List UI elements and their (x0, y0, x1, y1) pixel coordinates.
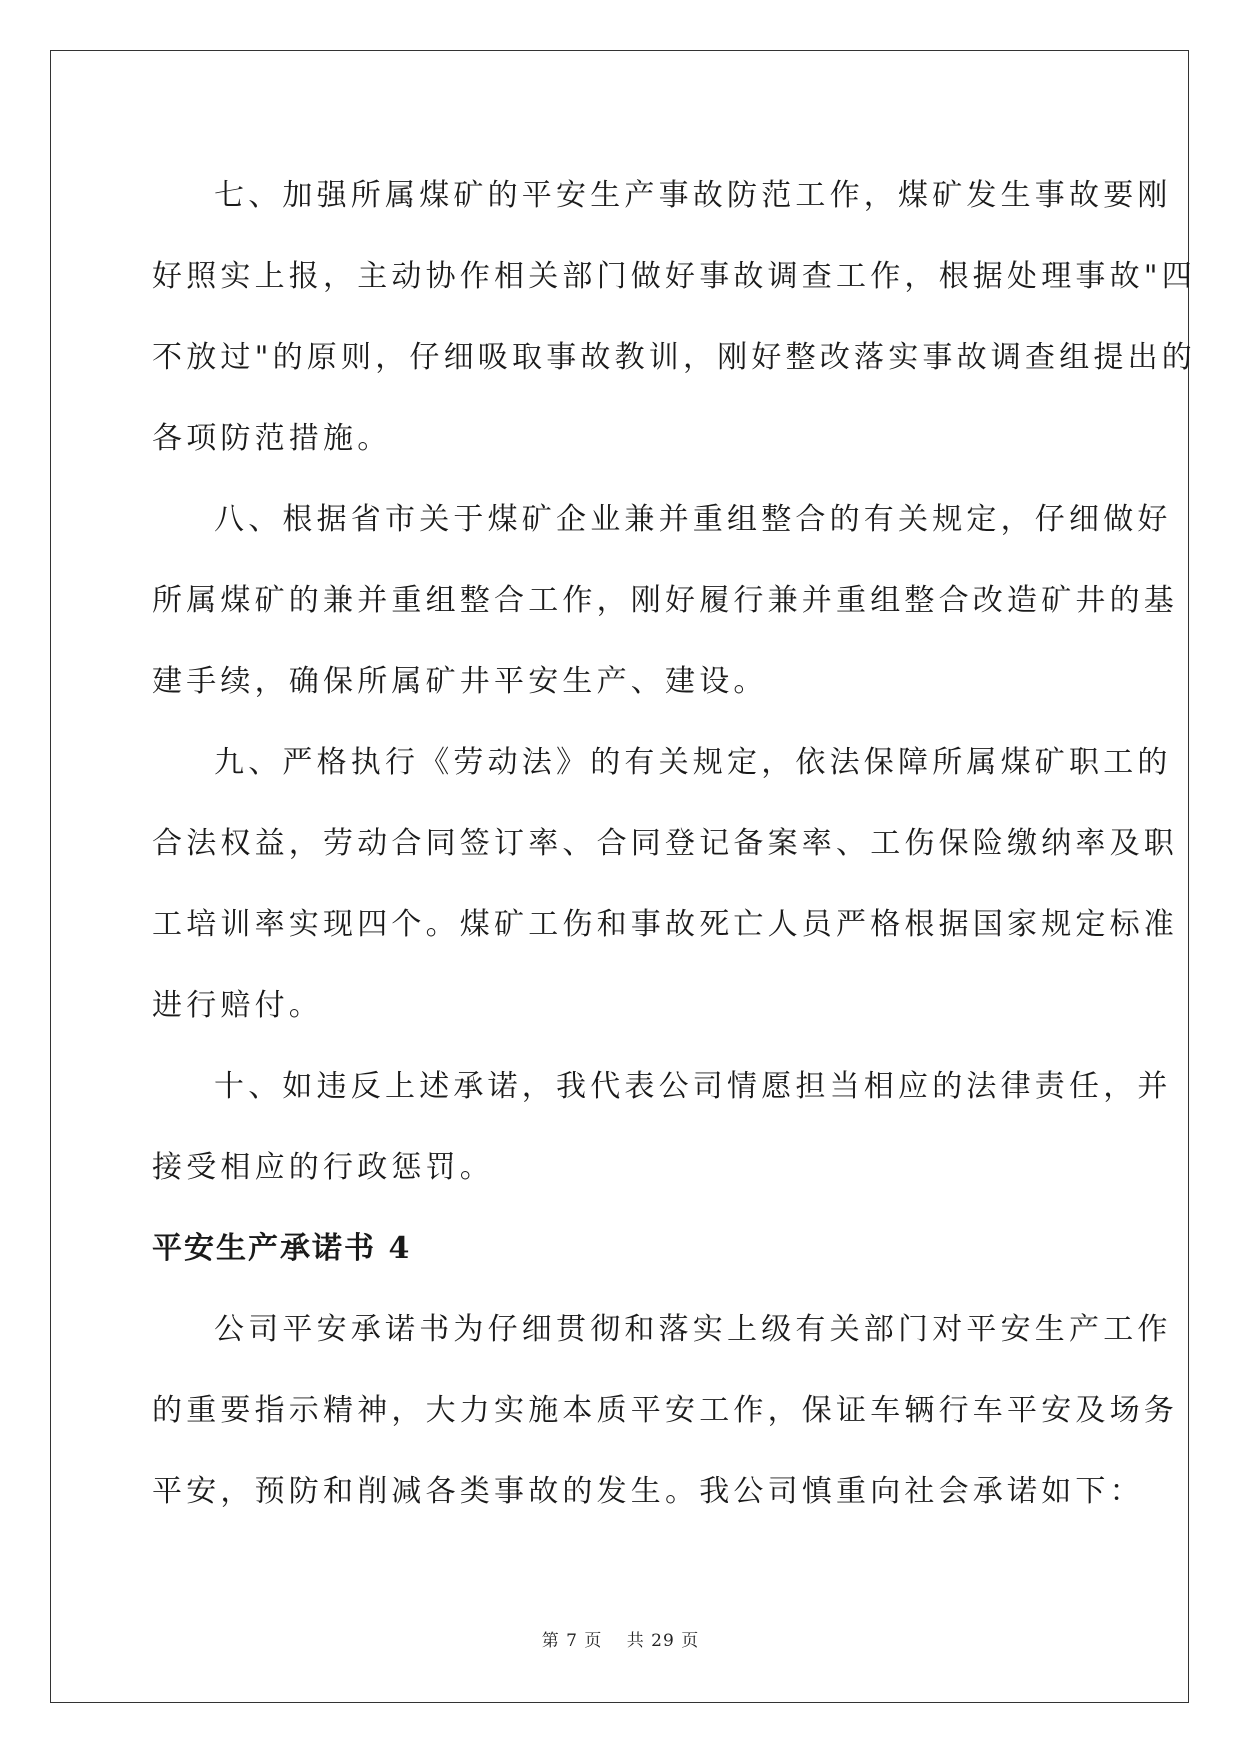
page-footer (0, 1626, 1241, 1651)
text-line: 平安，预防和削减各类事故的发生。我公司慎重向社会承诺如下： (152, 1474, 1144, 1509)
paragraph-item-8 (152, 479, 1178, 722)
text-line: 七、加强所属煤矿的平安生产事故防范工作，煤矿发生事故要刚 (214, 178, 1172, 213)
text-line: 各项防范措施。 (152, 421, 392, 456)
text-line: 九、严格执行《劳动法》的有关规定，依法保障所属煤矿职工的 (214, 745, 1172, 780)
section-intro-paragraph (152, 1289, 1178, 1532)
text-line: 八、根据省市关于煤矿企业兼并重组整合的有关规定，仔细做好 (214, 502, 1172, 537)
paragraph-item-7 (152, 155, 1196, 479)
text-line: 好照实上报，主动协作相关部门做好事故调查工作，根据处理事故"四 (152, 259, 1196, 294)
current-page-label: 第 7 页 (541, 1631, 603, 1651)
total-pages-label: 共 29 页 (626, 1631, 700, 1651)
section-heading: 平安生产承诺书 4 (152, 1231, 412, 1266)
text-line: 工培训率实现四个。煤矿工伤和事故死亡人员严格根据国家规定标准 (152, 907, 1178, 942)
text-line: 建手续，确保所属矿井平安生产、建设。 (152, 664, 768, 699)
paragraph-item-9 (152, 722, 1178, 1046)
text-line: 十、如违反上述承诺，我代表公司情愿担当相应的法律责任，并 (214, 1069, 1172, 1104)
document-body (152, 155, 1196, 1532)
text-line: 接受相应的行政惩罚。 (152, 1150, 494, 1185)
text-line: 不放过"的原则，仔细吸取事故教训，刚好整改落实事故调查组提出的 (152, 340, 1196, 375)
text-line: 合法权益，劳动合同签订率、合同登记备案率、工伤保险缴纳率及职 (152, 826, 1178, 861)
text-line: 进行赔付。 (152, 988, 323, 1023)
text-line: 公司平安承诺书为仔细贯彻和落实上级有关部门对平安生产工作 (214, 1312, 1172, 1347)
text-line: 所属煤矿的兼并重组整合工作，刚好履行兼并重组整合改造矿井的基 (152, 583, 1178, 618)
paragraph-item-10 (152, 1046, 1172, 1208)
text-line: 的重要指示精神，大力实施本质平安工作，保证车辆行车平安及场务 (152, 1393, 1178, 1428)
